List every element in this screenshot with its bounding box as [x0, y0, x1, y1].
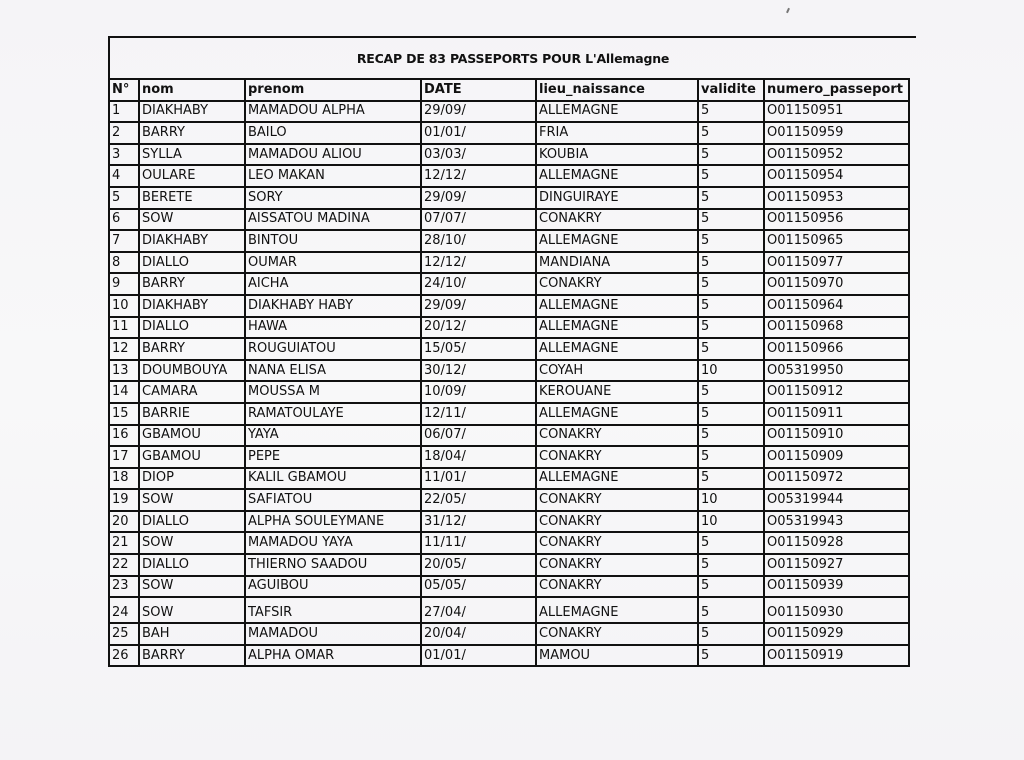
cell-numero-passeport: O01150912	[764, 381, 909, 403]
cell-numero-passeport: O01150911	[764, 403, 909, 425]
col-header-nom: nom	[139, 79, 245, 101]
cell-validite: 10	[698, 511, 764, 533]
title-box	[108, 36, 916, 79]
cell-validite: 5	[698, 446, 764, 468]
cell-prenom: ALPHA SOULEYMANE	[245, 511, 421, 533]
table-row	[109, 209, 909, 231]
cell-validite: 5	[698, 252, 764, 274]
cell-nom: DIALLO	[139, 554, 245, 576]
cell-numero-passeport: O01150972	[764, 468, 909, 490]
document-title: RECAP DE 83 PASSEPORTS POUR L'Allemagne	[356, 51, 670, 66]
table-row	[109, 122, 909, 144]
cell-validite: 5	[698, 576, 764, 598]
cell-date: 24/10/	[421, 273, 536, 295]
cell-date: 06/07/	[421, 425, 536, 447]
cell-validite: 5	[698, 165, 764, 187]
cell-nom: SOW	[139, 532, 245, 554]
cell-validite: 5	[698, 187, 764, 209]
cell-date: 01/01/	[421, 122, 536, 144]
cell-validite: 10	[698, 360, 764, 382]
table-row	[109, 252, 909, 274]
cell-date: 10/09/	[421, 381, 536, 403]
cell-validite: 5	[698, 532, 764, 554]
cell-numero-passeport: O01150919	[764, 645, 909, 667]
cell-nom: BARRY	[139, 645, 245, 667]
cell-lieu-naissance: DINGUIRAYE	[536, 187, 698, 209]
cell-date: 20/05/	[421, 554, 536, 576]
cell-lieu-naissance: CONAKRY	[536, 425, 698, 447]
cell-prenom: ROUGUIATOU	[245, 338, 421, 360]
cell-validite: 5	[698, 101, 764, 123]
col-header-lieu-naissance: lieu_naissance	[536, 79, 698, 101]
col-header-number: N°	[109, 79, 139, 101]
cell-nom: SYLLA	[139, 144, 245, 166]
cell-prenom: BAILO	[245, 122, 421, 144]
cell-date: 28/10/	[421, 230, 536, 252]
cell-date: 27/04/	[421, 597, 536, 623]
table-row	[109, 403, 909, 425]
cell-date: 22/05/	[421, 489, 536, 511]
col-header-numero-passeport: numero_passeport	[764, 79, 909, 101]
cell-prenom: MOUSSA M	[245, 381, 421, 403]
cell-lieu-naissance: CONAKRY	[536, 532, 698, 554]
cell-date: 12/12/	[421, 165, 536, 187]
cell-prenom: MAMADOU ALIOU	[245, 144, 421, 166]
cell-prenom: LEO MAKAN	[245, 165, 421, 187]
cell-date: 20/04/	[421, 623, 536, 645]
cell-number: 21	[109, 532, 139, 554]
cell-numero-passeport: O01150970	[764, 273, 909, 295]
cell-lieu-naissance: ALLEMAGNE	[536, 597, 698, 623]
cell-date: 18/04/	[421, 446, 536, 468]
cell-nom: DIALLO	[139, 511, 245, 533]
cell-prenom: DIAKHABY HABY	[245, 295, 421, 317]
cell-lieu-naissance: CONAKRY	[536, 554, 698, 576]
table-row	[109, 381, 909, 403]
cell-nom: DOUMBOUYA	[139, 360, 245, 382]
cell-lieu-naissance: COYAH	[536, 360, 698, 382]
table-row	[109, 511, 909, 533]
cell-prenom: AISSATOU MADINA	[245, 209, 421, 231]
cell-lieu-naissance: CONAKRY	[536, 576, 698, 598]
cell-number: 14	[109, 381, 139, 403]
cell-lieu-naissance: CONAKRY	[536, 623, 698, 645]
cell-prenom: YAYA	[245, 425, 421, 447]
cell-validite: 5	[698, 317, 764, 339]
passport-recap-table	[108, 78, 910, 667]
cell-nom: SOW	[139, 209, 245, 231]
cell-validite: 5	[698, 597, 764, 623]
cell-number: 11	[109, 317, 139, 339]
table-row	[109, 425, 909, 447]
cell-numero-passeport: O01150929	[764, 623, 909, 645]
cell-lieu-naissance: ALLEMAGNE	[536, 230, 698, 252]
cell-numero-passeport: O01150952	[764, 144, 909, 166]
cell-number: 1	[109, 101, 139, 123]
cell-nom: BERETE	[139, 187, 245, 209]
cell-date: 30/12/	[421, 360, 536, 382]
cell-nom: SOW	[139, 576, 245, 598]
cell-prenom: KALIL GBAMOU	[245, 468, 421, 490]
cell-nom: CAMARA	[139, 381, 245, 403]
cell-lieu-naissance: KOUBIA	[536, 144, 698, 166]
cell-number: 16	[109, 425, 139, 447]
cell-number: 18	[109, 468, 139, 490]
cell-nom: GBAMOU	[139, 446, 245, 468]
table-row	[109, 317, 909, 339]
cell-numero-passeport: O05319943	[764, 511, 909, 533]
cell-prenom: NANA ELISA	[245, 360, 421, 382]
col-header-prenom: prenom	[245, 79, 421, 101]
cell-prenom: RAMATOULAYE	[245, 403, 421, 425]
cell-date: 31/12/	[421, 511, 536, 533]
cell-numero-passeport: O01150965	[764, 230, 909, 252]
table-row	[109, 338, 909, 360]
cell-number: 5	[109, 187, 139, 209]
table-row	[109, 360, 909, 382]
cell-lieu-naissance: ALLEMAGNE	[536, 403, 698, 425]
table-row	[109, 554, 909, 576]
table-row	[109, 101, 909, 123]
cell-number: 4	[109, 165, 139, 187]
cell-prenom: MAMADOU	[245, 623, 421, 645]
cell-date: 05/05/	[421, 576, 536, 598]
cell-numero-passeport: O01150956	[764, 209, 909, 231]
cell-number: 13	[109, 360, 139, 382]
cell-nom: DIAKHABY	[139, 295, 245, 317]
cell-prenom: THIERNO SAADOU	[245, 554, 421, 576]
cell-numero-passeport: O01150951	[764, 101, 909, 123]
cell-number: 25	[109, 623, 139, 645]
table-row	[109, 532, 909, 554]
cell-prenom: PEPE	[245, 446, 421, 468]
cell-validite: 5	[698, 381, 764, 403]
cell-prenom: TAFSIR	[245, 597, 421, 623]
col-header-validite: validite	[698, 79, 764, 101]
cell-number: 10	[109, 295, 139, 317]
cell-prenom: SORY	[245, 187, 421, 209]
cell-nom: OULARE	[139, 165, 245, 187]
cell-nom: DIOP	[139, 468, 245, 490]
cell-lieu-naissance: ALLEMAGNE	[536, 295, 698, 317]
cell-nom: BARRY	[139, 273, 245, 295]
cell-validite: 5	[698, 230, 764, 252]
cell-validite: 5	[698, 144, 764, 166]
cell-number: 12	[109, 338, 139, 360]
cell-nom: DIAKHABY	[139, 230, 245, 252]
cell-nom: DIALLO	[139, 252, 245, 274]
cell-validite: 10	[698, 489, 764, 511]
table-row	[109, 489, 909, 511]
cell-nom: BARRY	[139, 338, 245, 360]
cell-number: 6	[109, 209, 139, 231]
cell-validite: 5	[698, 645, 764, 667]
cell-lieu-naissance: ALLEMAGNE	[536, 165, 698, 187]
cell-nom: SOW	[139, 489, 245, 511]
cell-date: 03/03/	[421, 144, 536, 166]
cell-number: 19	[109, 489, 139, 511]
table-row	[109, 468, 909, 490]
cell-validite: 5	[698, 623, 764, 645]
cell-prenom: AGUIBOU	[245, 576, 421, 598]
cell-date: 29/09/	[421, 187, 536, 209]
cell-date: 11/01/	[421, 468, 536, 490]
cell-date: 12/11/	[421, 403, 536, 425]
cell-prenom: BINTOU	[245, 230, 421, 252]
cell-number: 23	[109, 576, 139, 598]
cell-nom: BARRIE	[139, 403, 245, 425]
cell-numero-passeport: O01150939	[764, 576, 909, 598]
cell-validite: 5	[698, 468, 764, 490]
table-row	[109, 295, 909, 317]
cell-date: 12/12/	[421, 252, 536, 274]
cell-validite: 5	[698, 209, 764, 231]
cell-numero-passeport: O01150927	[764, 554, 909, 576]
cell-numero-passeport: O01150977	[764, 252, 909, 274]
table-row	[109, 187, 909, 209]
table-row	[109, 597, 909, 623]
cell-lieu-naissance: MAMOU	[536, 645, 698, 667]
cell-number: 9	[109, 273, 139, 295]
cell-lieu-naissance: MANDIANA	[536, 252, 698, 274]
cell-numero-passeport: O01150953	[764, 187, 909, 209]
cell-date: 29/09/	[421, 295, 536, 317]
table-row	[109, 576, 909, 598]
cell-numero-passeport: O01150930	[764, 597, 909, 623]
cell-date: 20/12/	[421, 317, 536, 339]
cell-numero-passeport: O01150966	[764, 338, 909, 360]
cell-prenom: MAMADOU YAYA	[245, 532, 421, 554]
cell-number: 17	[109, 446, 139, 468]
cell-prenom: OUMAR	[245, 252, 421, 274]
cell-validite: 5	[698, 338, 764, 360]
cell-lieu-naissance: CONAKRY	[536, 273, 698, 295]
table-row	[109, 230, 909, 252]
cell-date: 07/07/	[421, 209, 536, 231]
cell-date: 15/05/	[421, 338, 536, 360]
cell-prenom: ALPHA OMAR	[245, 645, 421, 667]
cell-nom: SOW	[139, 597, 245, 623]
cell-lieu-naissance: ALLEMAGNE	[536, 468, 698, 490]
cell-number: 22	[109, 554, 139, 576]
cell-prenom: AICHA	[245, 273, 421, 295]
table-row	[109, 446, 909, 468]
cell-numero-passeport: O01150964	[764, 295, 909, 317]
cell-number: 7	[109, 230, 139, 252]
cell-lieu-naissance: KEROUANE	[536, 381, 698, 403]
cell-number: 20	[109, 511, 139, 533]
cell-lieu-naissance: ALLEMAGNE	[536, 101, 698, 123]
table-row	[109, 165, 909, 187]
cell-numero-passeport: O01150910	[764, 425, 909, 447]
cell-lieu-naissance: FRIA	[536, 122, 698, 144]
cell-lieu-naissance: CONAKRY	[536, 511, 698, 533]
table-row	[109, 144, 909, 166]
cell-number: 26	[109, 645, 139, 667]
cell-lieu-naissance: CONAKRY	[536, 209, 698, 231]
cell-number: 15	[109, 403, 139, 425]
cell-date: 01/01/	[421, 645, 536, 667]
col-header-date: DATE	[421, 79, 536, 101]
cell-validite: 5	[698, 403, 764, 425]
table-row	[109, 623, 909, 645]
cell-numero-passeport: O01150954	[764, 165, 909, 187]
cell-nom: BARRY	[139, 122, 245, 144]
cell-numero-passeport: O01150959	[764, 122, 909, 144]
cell-lieu-naissance: ALLEMAGNE	[536, 317, 698, 339]
cell-date: 11/11/	[421, 532, 536, 554]
cell-numero-passeport: O01150968	[764, 317, 909, 339]
cell-numero-passeport: O05319950	[764, 360, 909, 382]
cell-number: 2	[109, 122, 139, 144]
cell-validite: 5	[698, 425, 764, 447]
cell-nom: GBAMOU	[139, 425, 245, 447]
cell-numero-passeport: O05319944	[764, 489, 909, 511]
cell-validite: 5	[698, 273, 764, 295]
cell-lieu-naissance: ALLEMAGNE	[536, 338, 698, 360]
cell-number: 8	[109, 252, 139, 274]
cell-numero-passeport: O01150928	[764, 532, 909, 554]
cell-numero-passeport: O01150909	[764, 446, 909, 468]
cell-prenom: HAWA	[245, 317, 421, 339]
table-row	[109, 273, 909, 295]
cell-number: 3	[109, 144, 139, 166]
header-row	[109, 79, 909, 101]
cell-prenom: MAMADOU ALPHA	[245, 101, 421, 123]
cell-validite: 5	[698, 295, 764, 317]
cell-number: 24	[109, 597, 139, 623]
cell-lieu-naissance: CONAKRY	[536, 489, 698, 511]
table-row	[109, 645, 909, 667]
cell-nom: DIALLO	[139, 317, 245, 339]
cell-date: 29/09/	[421, 101, 536, 123]
cell-prenom: SAFIATOU	[245, 489, 421, 511]
cell-nom: BAH	[139, 623, 245, 645]
cell-nom: DIAKHABY	[139, 101, 245, 123]
cell-validite: 5	[698, 554, 764, 576]
cell-lieu-naissance: CONAKRY	[536, 446, 698, 468]
paper-speck	[786, 8, 790, 13]
cell-validite: 5	[698, 122, 764, 144]
